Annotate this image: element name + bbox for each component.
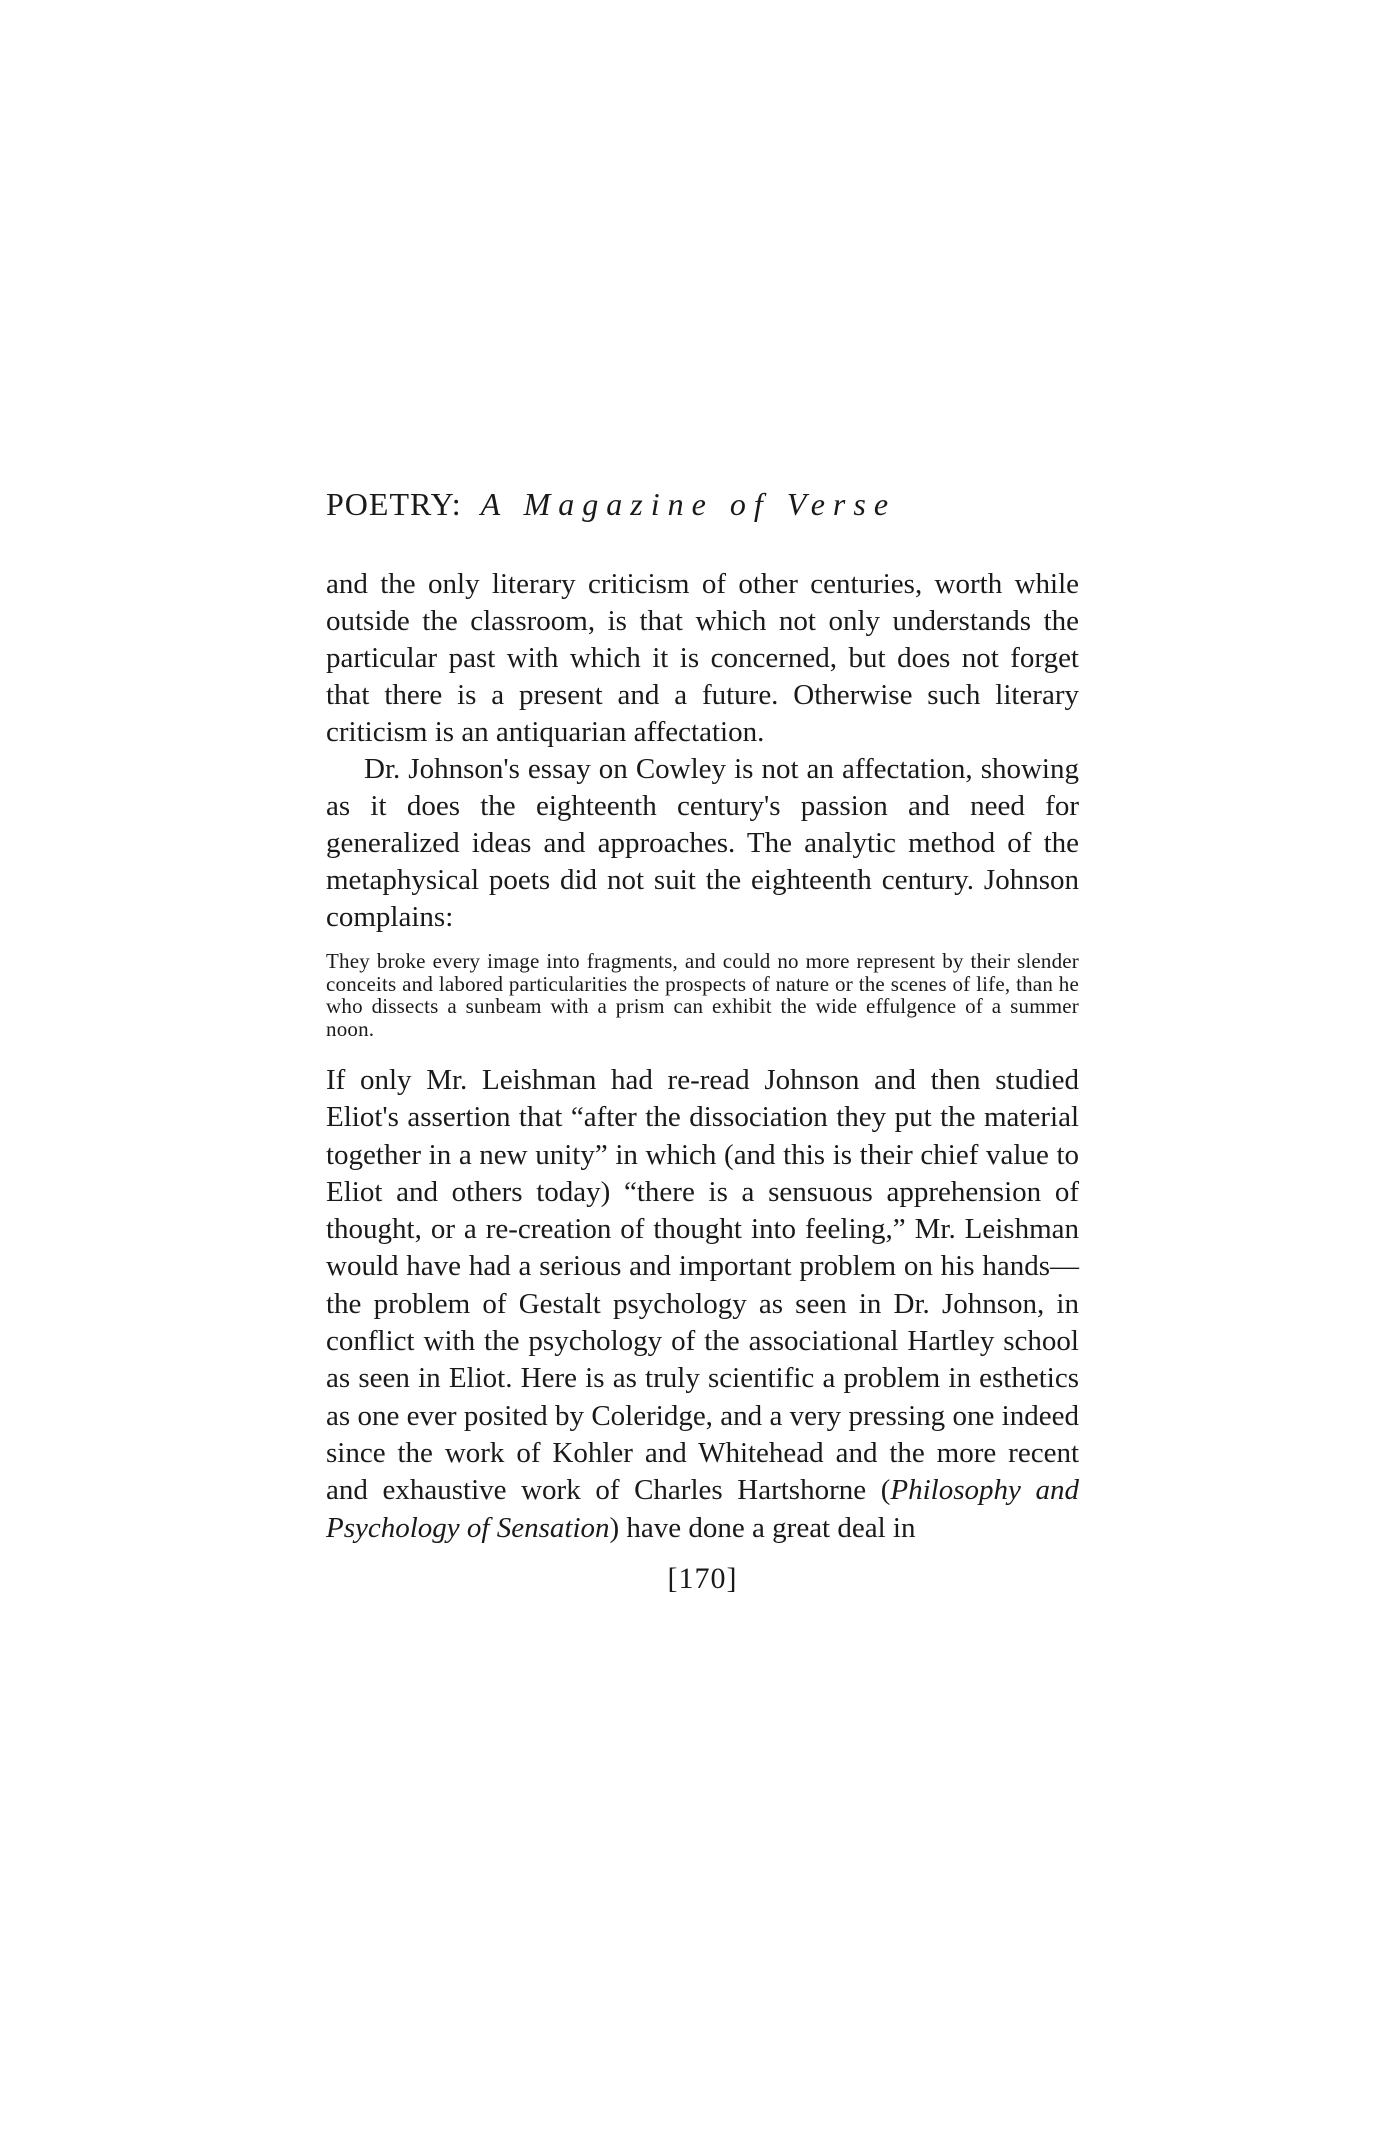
block-quote: They broke every image into fragments, and could no more represent by their slender conceits and labored particularities the prospects of nature or the scenes of life, than he who dissects a sunbeam with a prism can exhibit the wide effulgence of a summer noon. — [326, 949, 1079, 1041]
paragraph-2: Dr. Johnson's essay on Cowley is not an affectation, showing as it does the eighteenth century's passion and need for generalized ideas and approaches. The analytic method of the metaphysical poets did not suit the eighteenth century. Johnson complains: — [326, 753, 1079, 933]
journal-name: POETRY: — [326, 486, 462, 522]
running-head — [326, 484, 1079, 524]
paragraph-1: and the only literary criticism of other centuries, worth while outside the classroom, is that which not only understands the particular past with which it is concerned, but does not forget that there is a present and a future. Otherwise such literary criticism is an antiquarian affectation. — [326, 568, 1079, 748]
page — [326, 484, 1079, 1599]
journal-subtitle: A Magazine of Verse — [480, 486, 897, 522]
paragraph-3 — [326, 1062, 1079, 1547]
book-title: Philosophy and Psychology of Sensation — [326, 1474, 1079, 1544]
paragraph-3-end: ) have done a great deal in — [609, 1511, 916, 1544]
page-number: [170] — [667, 1561, 738, 1595]
paragraph-3-text: If only Mr. Leishman had re-read Johnson and then studied Eliot's assertion that “after the dissociation they put the material together in a new unity” in which (and this is their chief value to Eliot and others today) “there is a sensuous apprehension of thought, or a re-creation of thought into feeling,” Mr. Leishman would have had a serious and important problem on his hands—the problem of Gestalt psychology as seen in Dr. Johnson, in conflict with the psychology of the associational Hartley school as seen in Eliot. Here is as truly scientific a problem in esthetics as one ever posited by Coleridge, and a very pressing one indeed since the work of Kohler and Whitehead and the more recent and exhaustive work of Charles Hartshorne ( — [326, 1064, 1079, 1507]
